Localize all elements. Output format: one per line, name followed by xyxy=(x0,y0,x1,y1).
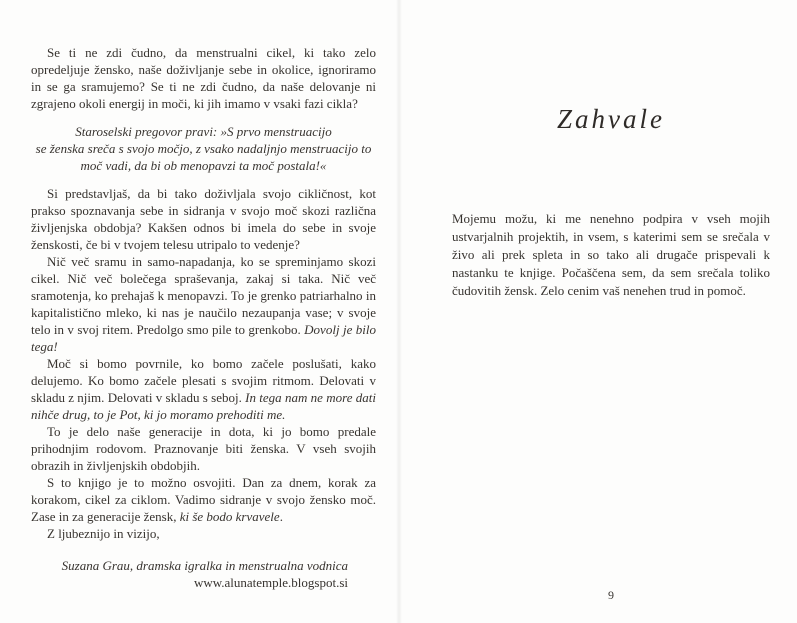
quote-line: Staroselski pregovor pravi: »S prvo menstruacijo xyxy=(75,124,332,139)
author-signature xyxy=(31,557,376,591)
signature-url-line: www.alunatemple.blogspot.si xyxy=(193,575,348,590)
proverb-quote xyxy=(31,123,376,174)
acknowledgments-paragraph: Mojemu možu, ki me nenehno podpira v vseh mojih ustvarjalnih projektih, in vsem, s katerimi sem se srečala v živo ali prek spleta in so tako ali drugače prispevali k nastanku te knjige. Počaščena sem, da sem srečala toliko čudovitih žensk. Zelo cenim vaš nenehen trud in pomoč. xyxy=(452,211,770,298)
signature-author-line: Suzana Grau, dramska igralka in menstrualna vodnica xyxy=(61,558,348,573)
quote-line: moč vadi, da bi ob menopavzi ta moč postala!« xyxy=(80,158,327,173)
chapter-title: Zahvale xyxy=(557,104,665,134)
body-paragraph: Moč si bomo povrnile, ko bomo začele poslušati, kako delujemo. Ko bomo začele plesati s svojim ritmom. Delovati v skladu z njim. Delovati v skladu s seboj. In tega nam ne more dati nihče drug, to je Pot, ki jo moramo prehoditi me. xyxy=(31,356,376,422)
page-spine-divider xyxy=(396,0,402,623)
body-paragraph: Nič več sramu in samo-napadanja, ko se spreminjamo skozi cikel. Nič več bolečega spraševanja, zakaj si taka. Nič več sramotenja, ko prehajaš k menopavzi. To je grenko patriarhalno in kapitalistično mleko, ki nas je naučilo nezaupanja vase; v svoje telo in v svoj ritem. Predolgo smo pile to grenkobo. Dovolj je bilo tega! xyxy=(31,254,376,354)
body-paragraph: S to knjigo je to možno osvojiti. Dan za dnem, korak za korakom, cikel za ciklom. Vadimo sidranje v svojo žensko moč. Zase in za generacije žensk, ki še bodo krvavele. xyxy=(31,475,376,524)
page-number: 9 xyxy=(608,588,614,602)
body-paragraph: Z ljubeznijo in vizijo, xyxy=(47,526,160,541)
body-paragraph: To je delo naše generacije in dota, ki jo bomo predale prihodnjim rodovom. Praznovanje biti ženska. V vseh svojih obrazih in življenjskih obdobjih. xyxy=(31,424,376,473)
quote-line: se ženska sreča s svojo močjo, z vsako nadaljnjo menstruacijo to xyxy=(35,141,372,156)
left-page-text-block xyxy=(31,44,376,591)
body-paragraph: Si predstavljaš, da bi tako doživljala svojo cikličnost, kot prakso spoznavanja sebe in sidranja v svojo moč skozi različna življenjska obdobja? Kakšen odnos bi imela do sebe in svoje ženskosti, če bi v tvojem telesu utripalo to vedenje? xyxy=(31,186,376,252)
intro-paragraph: Se ti ne zdi čudno, da menstrualni cikel, ki tako zelo opredeljuje žensko, naše doživljanje sebe in okolice, ignoriramo in se ga sramujemo? Se ti ne zdi čudno, da naše delovanje ni zgrajeno okoli energij in moči, ki jih imamo v vsaki fazi cikla? xyxy=(31,45,376,111)
body-paragraphs xyxy=(31,185,376,542)
